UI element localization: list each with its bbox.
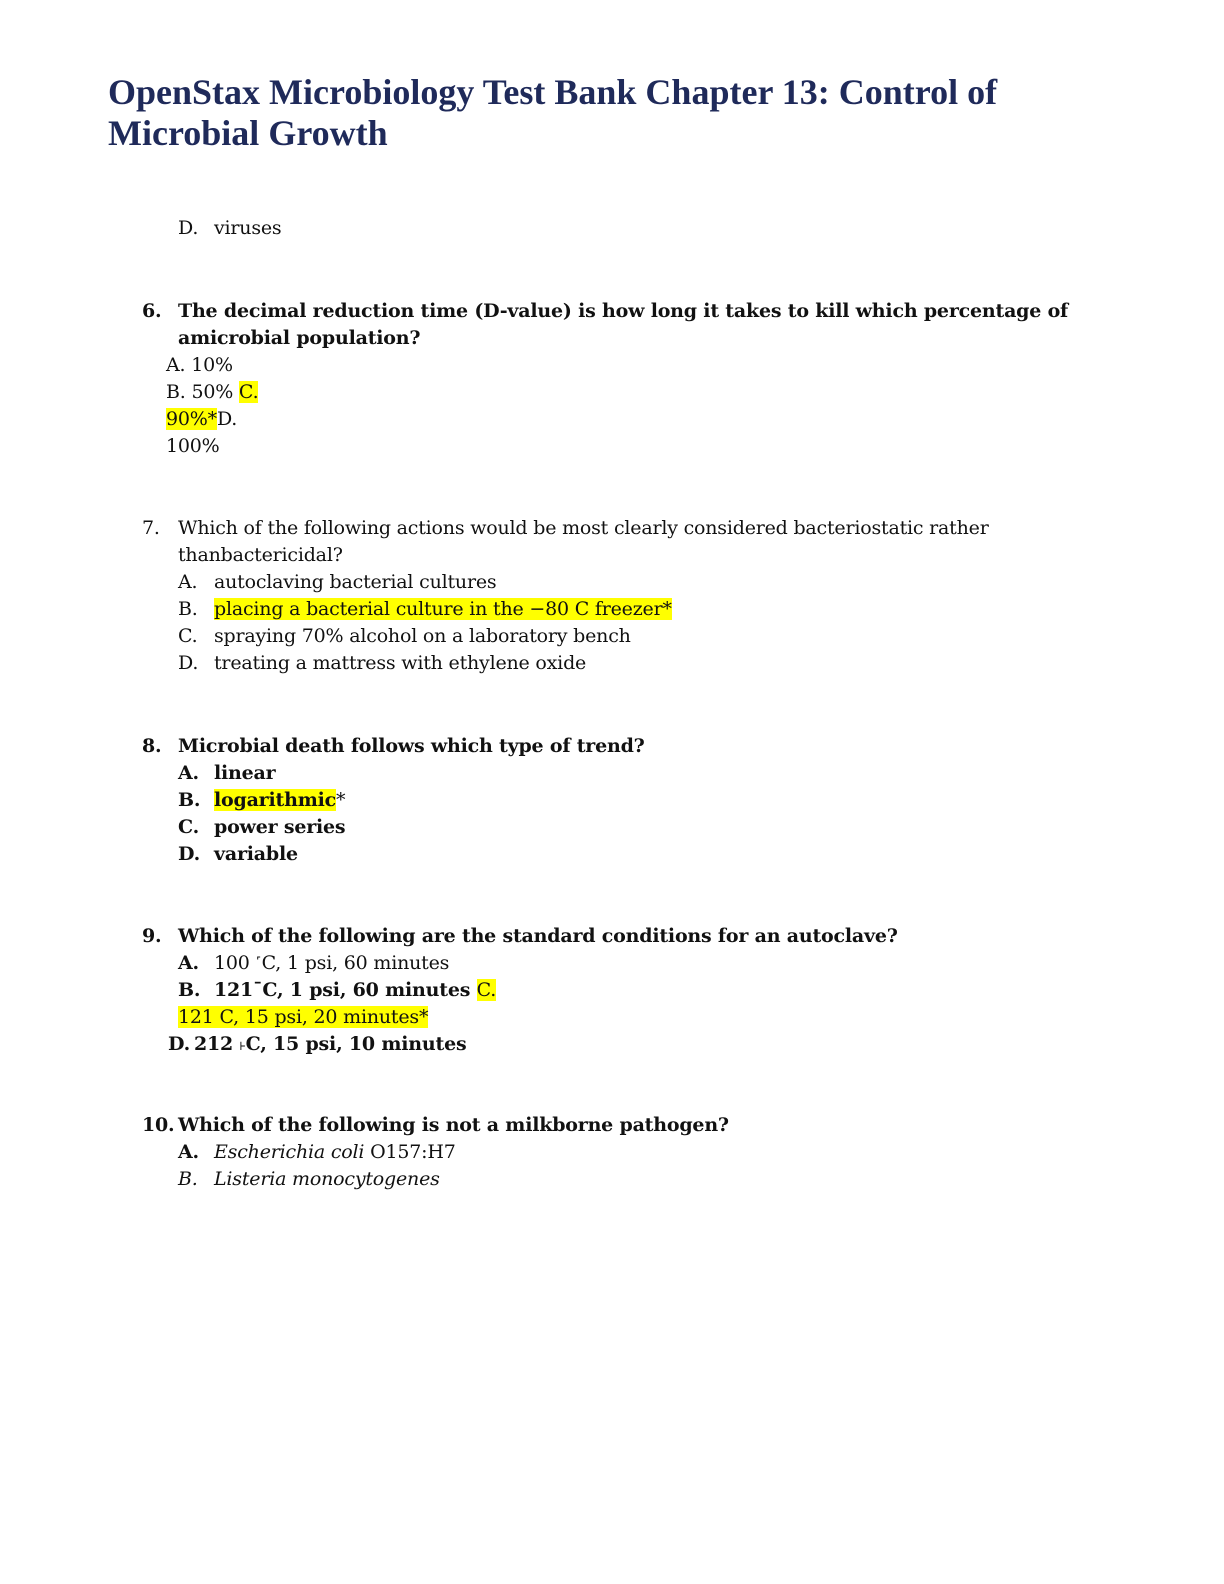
q5-option-d xyxy=(178,215,281,241)
option-text: variable xyxy=(214,843,298,865)
option-text: treating a mattress with ethylene oxide xyxy=(214,652,587,674)
q8-correct-answer: logarithmic xyxy=(214,789,336,811)
q6-correct-answer: 90%* xyxy=(166,408,217,430)
q9-option-a xyxy=(178,950,449,976)
q6-option-a: A. 10% xyxy=(166,354,233,376)
q7-stem-line-1: Which of the following actions would be most clearly considered bacteriostatic rather xyxy=(178,517,989,539)
option-text: autoclaving bacterial cultures xyxy=(214,571,497,593)
q9-option-d xyxy=(168,1031,466,1057)
q7-option-a xyxy=(178,569,496,595)
option-letter: C. xyxy=(178,816,200,838)
q6-number: 6. xyxy=(142,300,162,322)
q9-option-b xyxy=(178,977,496,1003)
option-letter: A. xyxy=(178,1141,199,1163)
option-text: linear xyxy=(214,762,276,784)
title-line-1: OpenStax Microbiology Test Bank Chapter 13: Control of xyxy=(108,72,998,112)
option-text: power series xyxy=(214,816,346,838)
option-letter: D. xyxy=(168,1033,191,1055)
q6-option-c xyxy=(166,406,237,432)
option-letter: B. xyxy=(178,1168,198,1190)
option-letter: C. xyxy=(178,625,198,647)
option-letter: D. xyxy=(178,217,199,239)
option-letter: D. xyxy=(178,652,199,674)
q6-highlight-c-label: C. xyxy=(238,381,259,403)
option-letter: B. xyxy=(178,789,201,811)
q8-stem: Microbial death follows which type of trend? xyxy=(178,735,645,757)
option-text: viruses xyxy=(214,217,282,239)
q10-number: 10. xyxy=(142,1114,175,1136)
option-letter: A. xyxy=(178,762,199,784)
answer-marker: * xyxy=(336,789,346,811)
document-title xyxy=(108,72,1068,154)
q7-stem-line-2: thanbactericidal? xyxy=(178,544,343,566)
option-text-italic: Escherichia coli xyxy=(214,1141,365,1163)
option-letter: A. xyxy=(178,952,199,974)
option-letter: D. xyxy=(178,843,201,865)
title-line-2: Microbial Growth xyxy=(108,113,388,153)
q6-option-b xyxy=(166,379,258,405)
q9-number: 9. xyxy=(142,925,162,947)
q8-number: 8. xyxy=(142,735,162,757)
option-text: 121ˉC, 1 psi, 60 minutes xyxy=(214,979,477,1001)
option-text: O157:H7 xyxy=(364,1141,456,1163)
q6-option-b-text: B. 50% xyxy=(166,381,239,403)
q8-option-a xyxy=(178,760,275,786)
q9-option-c xyxy=(178,1004,428,1030)
option-text: spraying 70% alcohol on a laboratory bench xyxy=(214,625,631,647)
q7-number: 7. xyxy=(142,517,160,539)
option-text-italic: Listeria monocytogenes xyxy=(214,1168,440,1190)
q8-option-d xyxy=(178,841,298,867)
q6-stem-line-1: The decimal reduction time (D-value) is how long it takes to kill which percentage of xyxy=(178,300,1069,322)
option-letter: B. xyxy=(178,979,201,1001)
q9-highlight-c-label: C. xyxy=(476,979,497,1001)
q6-option-d: 100% xyxy=(166,435,220,457)
option-text: 212 ˫C, 15 psi, 10 minutes xyxy=(194,1033,467,1055)
q9-correct-answer: 121 C, 15 psi, 20 minutes* xyxy=(178,1006,429,1028)
q6-stem-line-2: amicrobial population? xyxy=(178,327,421,349)
q8-option-b xyxy=(178,787,345,813)
q7-option-d xyxy=(178,650,586,676)
option-letter: A. xyxy=(178,571,198,593)
option-text: 100 ˹C, 1 psi, 60 minutes xyxy=(214,952,450,974)
q9-stem: Which of the following are the standard conditions for an autoclave? xyxy=(178,925,898,947)
q10-option-b xyxy=(178,1166,440,1192)
q7-option-b xyxy=(178,596,672,622)
option-letter: B. xyxy=(178,598,198,620)
q8-option-c xyxy=(178,814,345,840)
q7-correct-answer: placing a bacterial culture in the −80 C freezer* xyxy=(214,598,672,620)
q10-stem: Which of the following is not a milkborne pathogen? xyxy=(178,1114,729,1136)
q6-option-d-label: D. xyxy=(216,408,238,430)
q7-option-c xyxy=(178,623,631,649)
q10-option-a xyxy=(178,1139,456,1165)
